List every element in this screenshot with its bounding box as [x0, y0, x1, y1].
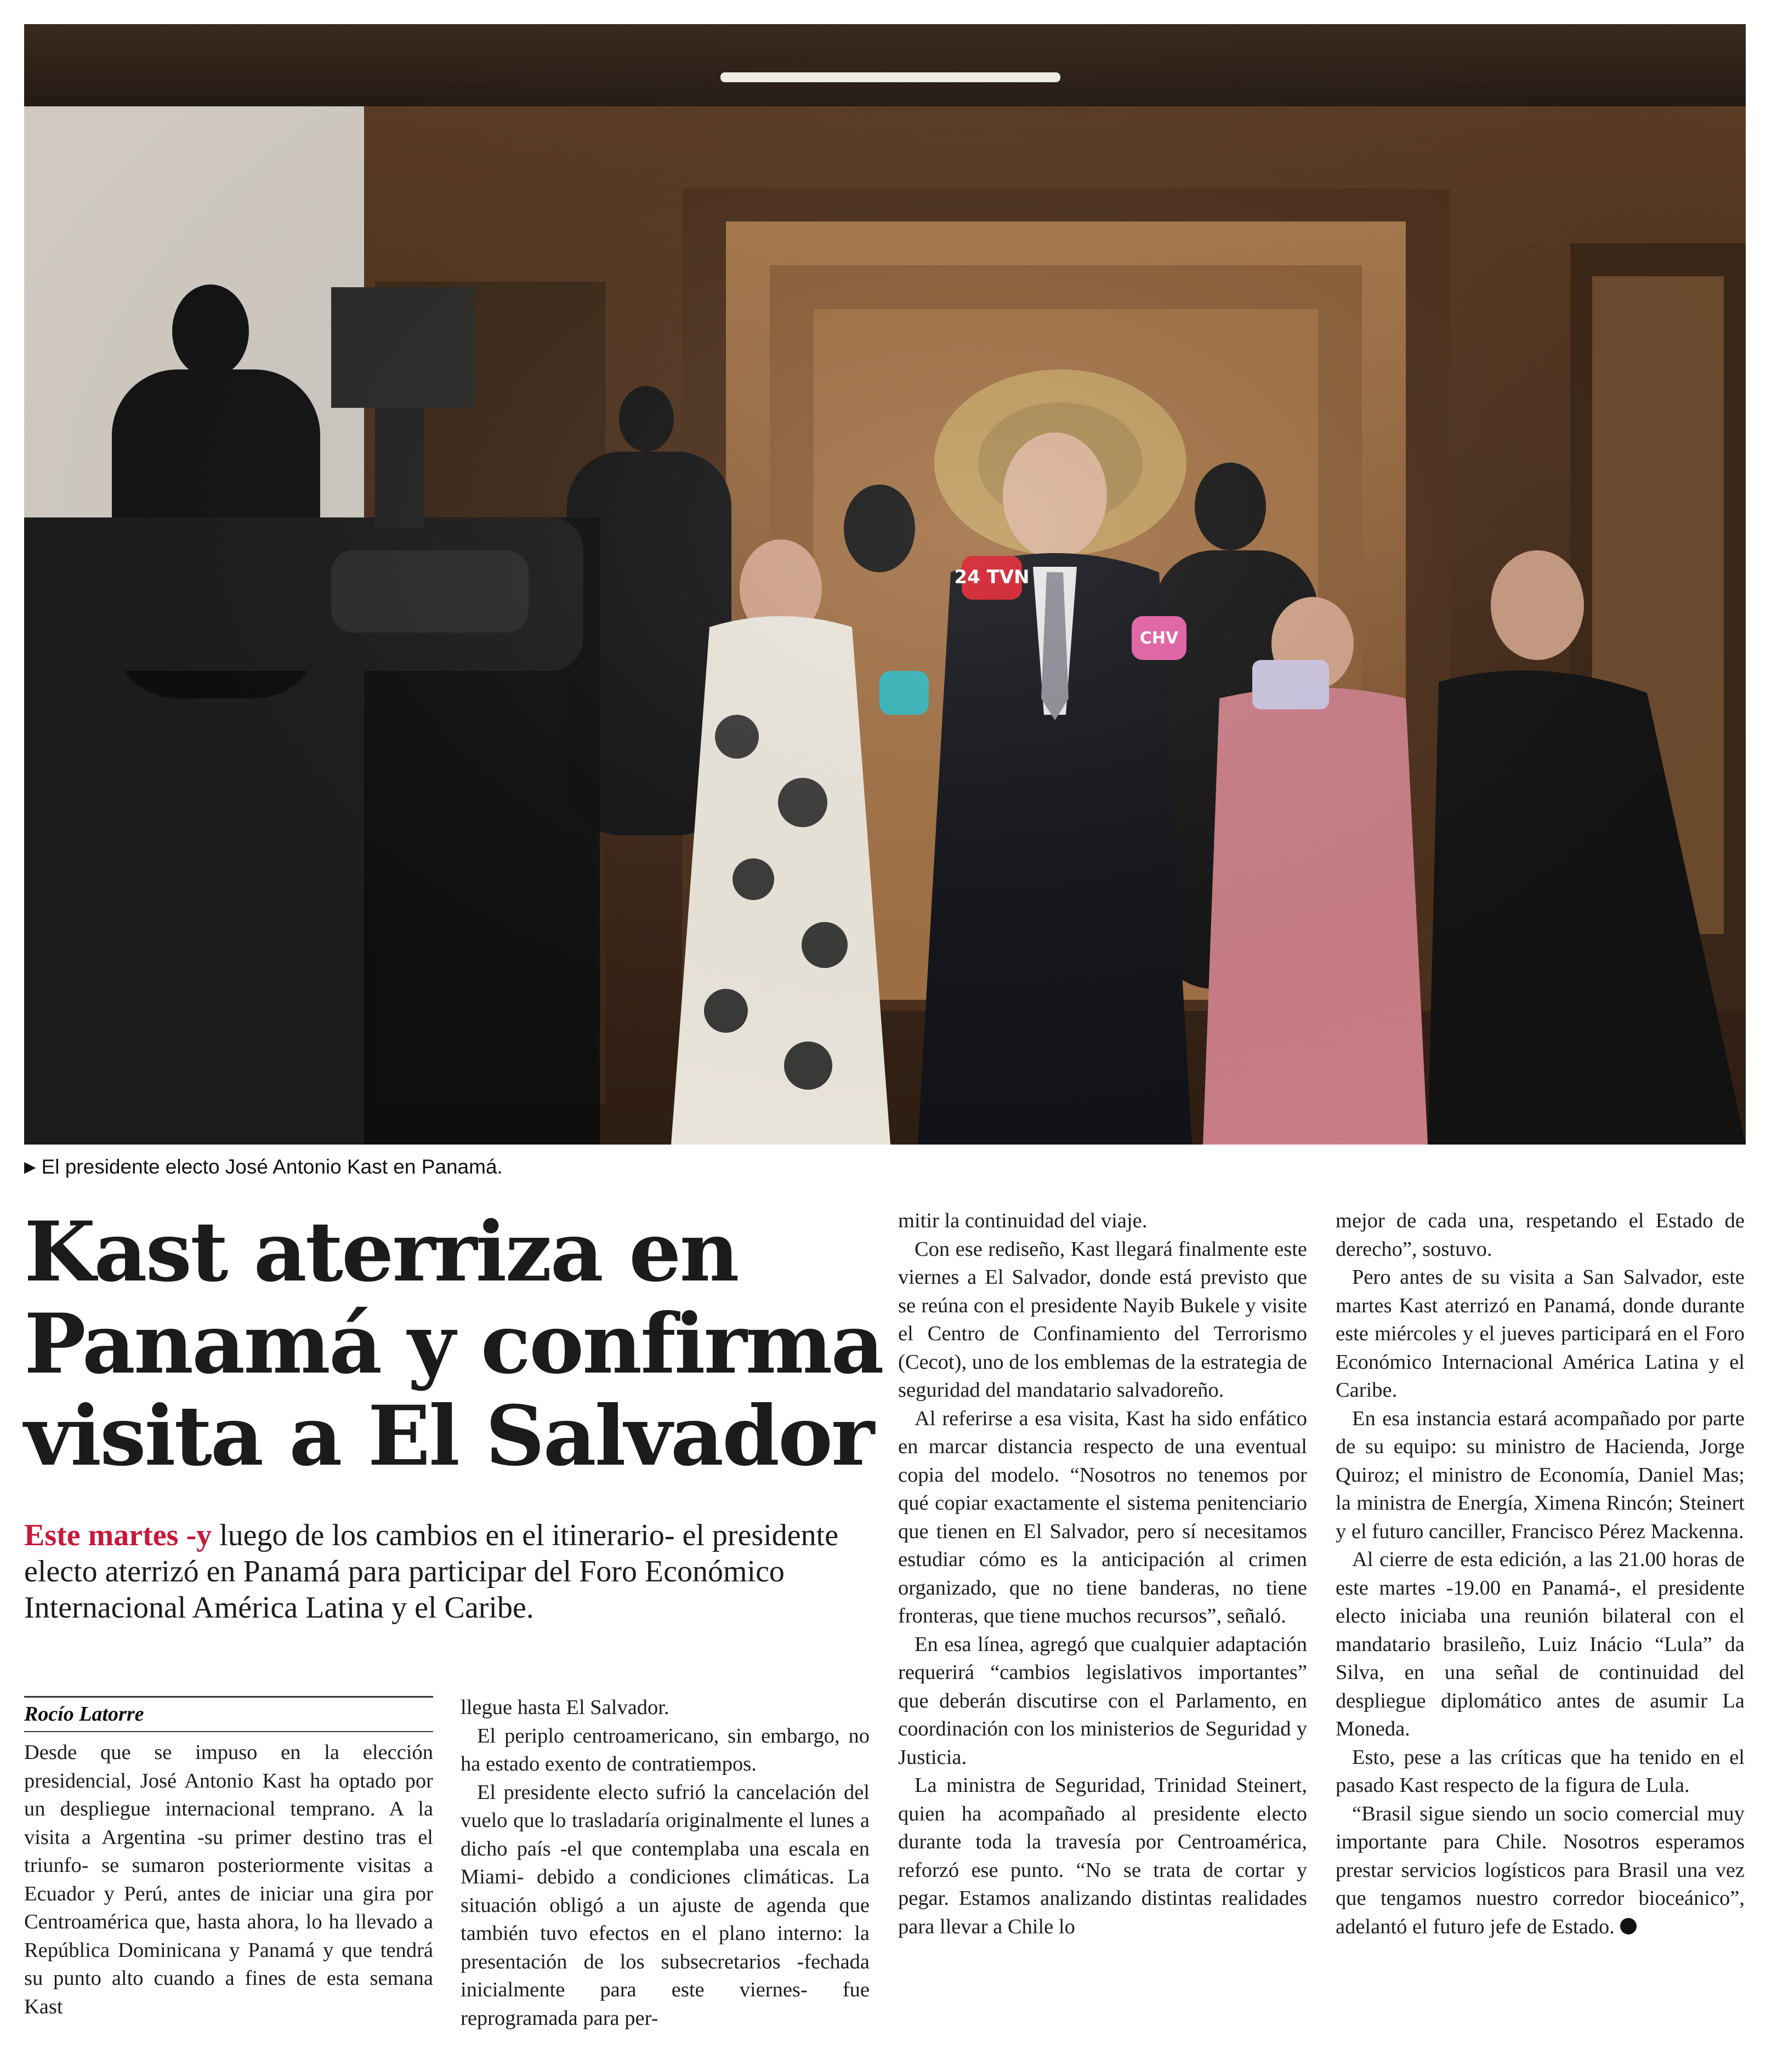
body-paragraph: El periplo centroamericano, sin embargo, no ha estado exento de contratiempos.: [461, 1724, 870, 1775]
body-paragraph: Desde que se impuso en la elección presidencial, José Antonio Kast ha optado por un despliegue internacional temprano. A la visita a Argentina -su primer destino tras el triunfo- se sumaron posteriormente visitas a Ecuador y Perú, antes de iniciar una gira por Centroamérica que, hasta ahora, lo ha llevado a República Dominicana y Panamá y que tendrá su punto alto cuando a fines de esta semana Kast: [24, 1741, 433, 2018]
headline-line-3: visita a El Salvador: [24, 1388, 873, 1484]
end-mark-icon: [1620, 1918, 1637, 1934]
headline-line-1: Kast aterriza en: [24, 1204, 738, 1300]
body-paragraph-last: [1336, 1800, 1745, 1942]
body-paragraph: El presidente electo sufrió la cancelación del vuelo que lo trasladaría originalmente el lunes a dicho país -el que contemplaba una escala en Miami- debido a condiciones climáticas. La situación obligó a un ajuste de agenda que también tuvo efectos en el plano interno: la presentación de los subsecretarios -fechada inicialmente para este viernes- fue reprogramada para per-: [461, 1780, 870, 2030]
article-photo: [24, 24, 1746, 1145]
body-column-1: [24, 1739, 433, 2021]
body-paragraph: La ministra de Seguridad, Trinidad Steinert, quien ha acompañado al presidente electo durante toda la travesía por Centroamérica, reforzó ese punto. “No se trata de cortar y pegar. Estamos analizando distintas realidades para llevar a Chile lo: [898, 1774, 1307, 1938]
deck-lead: Este martes -y: [24, 1518, 212, 1552]
caption-arrow-icon: ▶: [24, 1158, 36, 1175]
body-paragraph-text: “Brasil sigue siendo un socio comercial muy importante para Chile. Nosotros esperamos prestar servicios logísticos para Brasil una vez que tengamos nuestro corredor bioceánico”, adelantó el futuro jefe de Estado.: [1336, 1802, 1745, 1938]
press-conference-photo: [24, 24, 1746, 1145]
body-paragraph: Al referirse a esa visita, Kast ha sido enfático en marcar distancia respecto de una eventual copia del modelo. “Nosotros no tenemos por qué copiar exactamente el sistema penitenciario que tienen en El Salvador, pero sí necesitamos estudiar cómo es la anticipación al crimen organizado, que no tiene banderas, no tiene fronteras, que tiene muchos recursos”, señaló.: [898, 1407, 1307, 1627]
deck-text: luego de los cambios en el itinerario- el presidente electo aterrizó en Panamá para participar del Foro Económico Internacional América Latina y el Caribe.: [24, 1518, 839, 1625]
byline: Rocío Latorre: [24, 1703, 144, 1726]
headline-line-2: Panamá y confirma: [24, 1296, 883, 1392]
body-paragraph: Al cierre de esta edición, a las 21.00 horas de este martes -19.00 en Panamá-, el presidente electo iniciaba una reunión bilateral con el mandatario brasileño, Luiz Inácio “Lula” da Silva, en una señal de continuidad del despliegue diplomático antes de asumir La Moneda.: [1336, 1548, 1745, 1740]
byline-rule-bottom: [24, 1731, 433, 1732]
caption-text: El presidente electo José Antonio Kast en Panamá.: [41, 1155, 503, 1178]
body-paragraph: mejor de cada una, respetando el Estado de derecho”, sostuvo.: [1336, 1209, 1745, 1261]
body-column-2: [461, 1694, 870, 2033]
deck: [24, 1517, 868, 1626]
byline-rule-top: [24, 1696, 433, 1698]
body-column-4: [1336, 1207, 1745, 1941]
headline: [24, 1204, 883, 1484]
body-paragraph: llegue hasta El Salvador.: [461, 1696, 669, 1719]
photo-caption: [24, 1153, 1746, 1181]
body-paragraph: mitir la continuidad del viaje.: [898, 1209, 1148, 1232]
body-column-3: [898, 1207, 1307, 1941]
body-paragraph: En esa línea, agregó que cualquier adaptación requerirá “cambios legislativos importantes” que deberán discutirse con el Parlamento, en coordinación con los ministerios de Seguridad y Justicia.: [898, 1632, 1307, 1769]
body-paragraph: Pero antes de su visita a San Salvador, este martes Kast aterrizó en Panamá, donde durante este miércoles y el jueves participará en el Foro Económico Internacional América Latina y el Caribe.: [1336, 1266, 1745, 1402]
body-paragraph: Esto, pese a las críticas que ha tenido en el pasado Kast respecto de la figura de Lula.: [1336, 1745, 1745, 1797]
body-paragraph: Con ese rediseño, Kast llegará finalmente este viernes a El Salvador, donde está previsto que se reúna con el presidente Nayib Bukele y visite el Centro de Confinamiento del Terrorismo (Cecot), uno de los emblemas de la estrategia de seguridad del mandatario salvadoreño.: [898, 1237, 1307, 1402]
body-paragraph: En esa instancia estará acompañado por parte de su equipo: su ministro de Hacienda, Jorge Quiroz; el ministro de Economía, Daniel Mas; la ministra de Energía, Ximena Rincón; Steinert y el futuro canciller, Francisco Pérez Mackenna.: [1336, 1407, 1745, 1543]
